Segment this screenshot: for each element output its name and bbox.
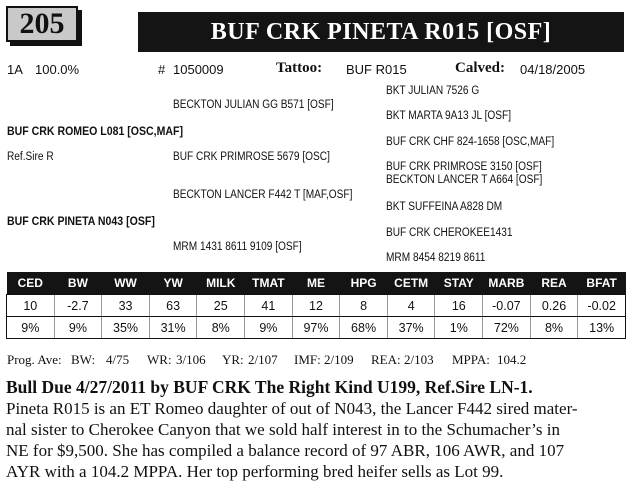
- epd-header-row: [7, 272, 626, 295]
- epd-value: 10: [7, 295, 55, 317]
- reg-number: 1050009: [173, 62, 224, 77]
- epd-header: BW: [54, 272, 102, 295]
- ggp-5: BECKTON LANCER T A664 [OSF]: [386, 174, 543, 186]
- epd-header: WW: [102, 272, 150, 295]
- description-line: nal sister to Cherokee Canyon that we sold half interest in to the Schumacher’s in: [6, 420, 560, 439]
- epd-header: TMAT: [245, 272, 293, 295]
- epd-value: 41: [245, 295, 293, 317]
- epd-percentile: 37%: [387, 317, 435, 339]
- ggp-7: BUF CRK CHEROKEE1431: [386, 227, 513, 239]
- lot-number: 205: [19, 7, 65, 40]
- lot-number-box: [6, 6, 78, 42]
- ggp-2: BKT MARTA 9A13 JL [OSF]: [386, 110, 512, 122]
- prog-label: Prog. Ave:: [7, 352, 62, 367]
- epd-header: REA: [530, 272, 578, 295]
- epd-header: ME: [292, 272, 340, 295]
- dam-sire: BECKTON LANCER F442 T [MAF,OSF]: [173, 189, 353, 201]
- prog-wr-label: WR:: [147, 352, 172, 367]
- prog-rea-label: REA:: [371, 352, 401, 367]
- prog-rea: 2/103: [404, 352, 434, 367]
- calved-label: Calved:: [455, 60, 505, 76]
- epd-header: YW: [149, 272, 197, 295]
- epd-value: 25: [197, 295, 245, 317]
- ggp-1: BKT JULIAN 7526 G: [386, 85, 480, 97]
- reg-label: #: [158, 62, 166, 77]
- dam-dam: MRM 1431 8611 9109 [OSF]: [173, 241, 302, 253]
- epd-percentile: 97%: [292, 317, 340, 339]
- sire-sire: BECKTON JULIAN GG B571 [OSF]: [173, 99, 334, 111]
- prog-imf-label: IMF:: [294, 352, 321, 367]
- sire-note: Ref.Sire R: [7, 151, 54, 163]
- epd-header: HPG: [340, 272, 388, 295]
- epd-value: 8: [340, 295, 388, 317]
- epd-percentile: 31%: [149, 317, 197, 339]
- epd-percentile: 8%: [197, 317, 245, 339]
- epd-value: 12: [292, 295, 340, 317]
- epd-header: CED: [7, 272, 55, 295]
- ggp-3: BUF CRK CHF 824-1658 [OSC,MAF]: [386, 136, 555, 148]
- description-line: NE for $9,500. She has compiled a balance record of 97 ABR, 106 AWR, and 107: [6, 441, 565, 460]
- ggp-6: BKT SUFFEINA A828 DM: [386, 201, 503, 213]
- epd-header: STAY: [435, 272, 483, 295]
- prog-wr: 3/106: [176, 352, 206, 367]
- epd-value: -0.02: [578, 295, 626, 317]
- description-body: [6, 398, 626, 482]
- tattoo: BUF R015: [346, 62, 407, 77]
- prog-mppa-label: MPPA:: [452, 352, 490, 367]
- title-bar: [138, 12, 624, 52]
- epd-percentile: 9%: [245, 317, 293, 339]
- calved-date: 04/18/2005: [520, 62, 586, 77]
- epd-percentile: 1%: [435, 317, 483, 339]
- code: 1A: [7, 62, 23, 77]
- dam: BUF CRK PINETA N043 [OSF]: [7, 214, 155, 228]
- epd-value: 0.26: [530, 295, 578, 317]
- sire: BUF CRK ROMEO L081 [OSC,MAF]: [7, 124, 184, 138]
- epd-table: [6, 272, 626, 339]
- epd-percentile-row: [7, 317, 626, 339]
- epd-percentile: 72%: [483, 317, 531, 339]
- description-headline: Bull Due 4/27/2011 by BUF CRK The Right Kind U199, Ref.Sire LN-1.: [6, 377, 533, 397]
- epd-value: -2.7: [54, 295, 102, 317]
- epd-percentile: 9%: [7, 317, 55, 339]
- epd-value-row: [7, 295, 626, 317]
- description-line: AYR with a 104.2 MPPA. Her top performing bred heifer sells as Lot 99.: [6, 462, 504, 481]
- epd-value: 63: [149, 295, 197, 317]
- prog-yr-label: YR:: [222, 352, 244, 367]
- epd-percentile: 35%: [102, 317, 150, 339]
- prog-yr: 2/107: [248, 352, 278, 367]
- epd-header: BFAT: [578, 272, 626, 295]
- ggp-4: BUF CRK PRIMROSE 3150 [OSF]: [386, 161, 542, 173]
- epd-value: 16: [435, 295, 483, 317]
- prog-bw: 4/75: [106, 352, 130, 367]
- prog-mppa: 104.2: [497, 352, 527, 367]
- description-line: Pineta R015 is an ET Romeo daughter of out of N043, the Lancer F442 sired mater-: [6, 399, 578, 418]
- epd-percentile: 68%: [340, 317, 388, 339]
- epd-header: MARB: [483, 272, 531, 295]
- epd-percentile: 9%: [54, 317, 102, 339]
- animal-name: BUF CRK PINETA R015 [OSF]: [210, 18, 552, 45]
- epd-percentile: 8%: [530, 317, 578, 339]
- epd-header: MILK: [197, 272, 245, 295]
- epd-value: -0.07: [483, 295, 531, 317]
- epd-percentile: 13%: [578, 317, 626, 339]
- prog-imf: 2/109: [324, 352, 354, 367]
- epd-value: 33: [102, 295, 150, 317]
- prog-bw-label: BW:: [71, 352, 96, 367]
- ggp-8: MRM 8454 8219 8611: [386, 252, 486, 264]
- epd-header: CETM: [387, 272, 435, 295]
- epd-value: 4: [387, 295, 435, 317]
- tattoo-label: Tattoo:: [276, 60, 323, 76]
- percent: 100.0%: [35, 62, 80, 77]
- sire-dam: BUF CRK PRIMROSE 5679 [OSC]: [173, 151, 330, 163]
